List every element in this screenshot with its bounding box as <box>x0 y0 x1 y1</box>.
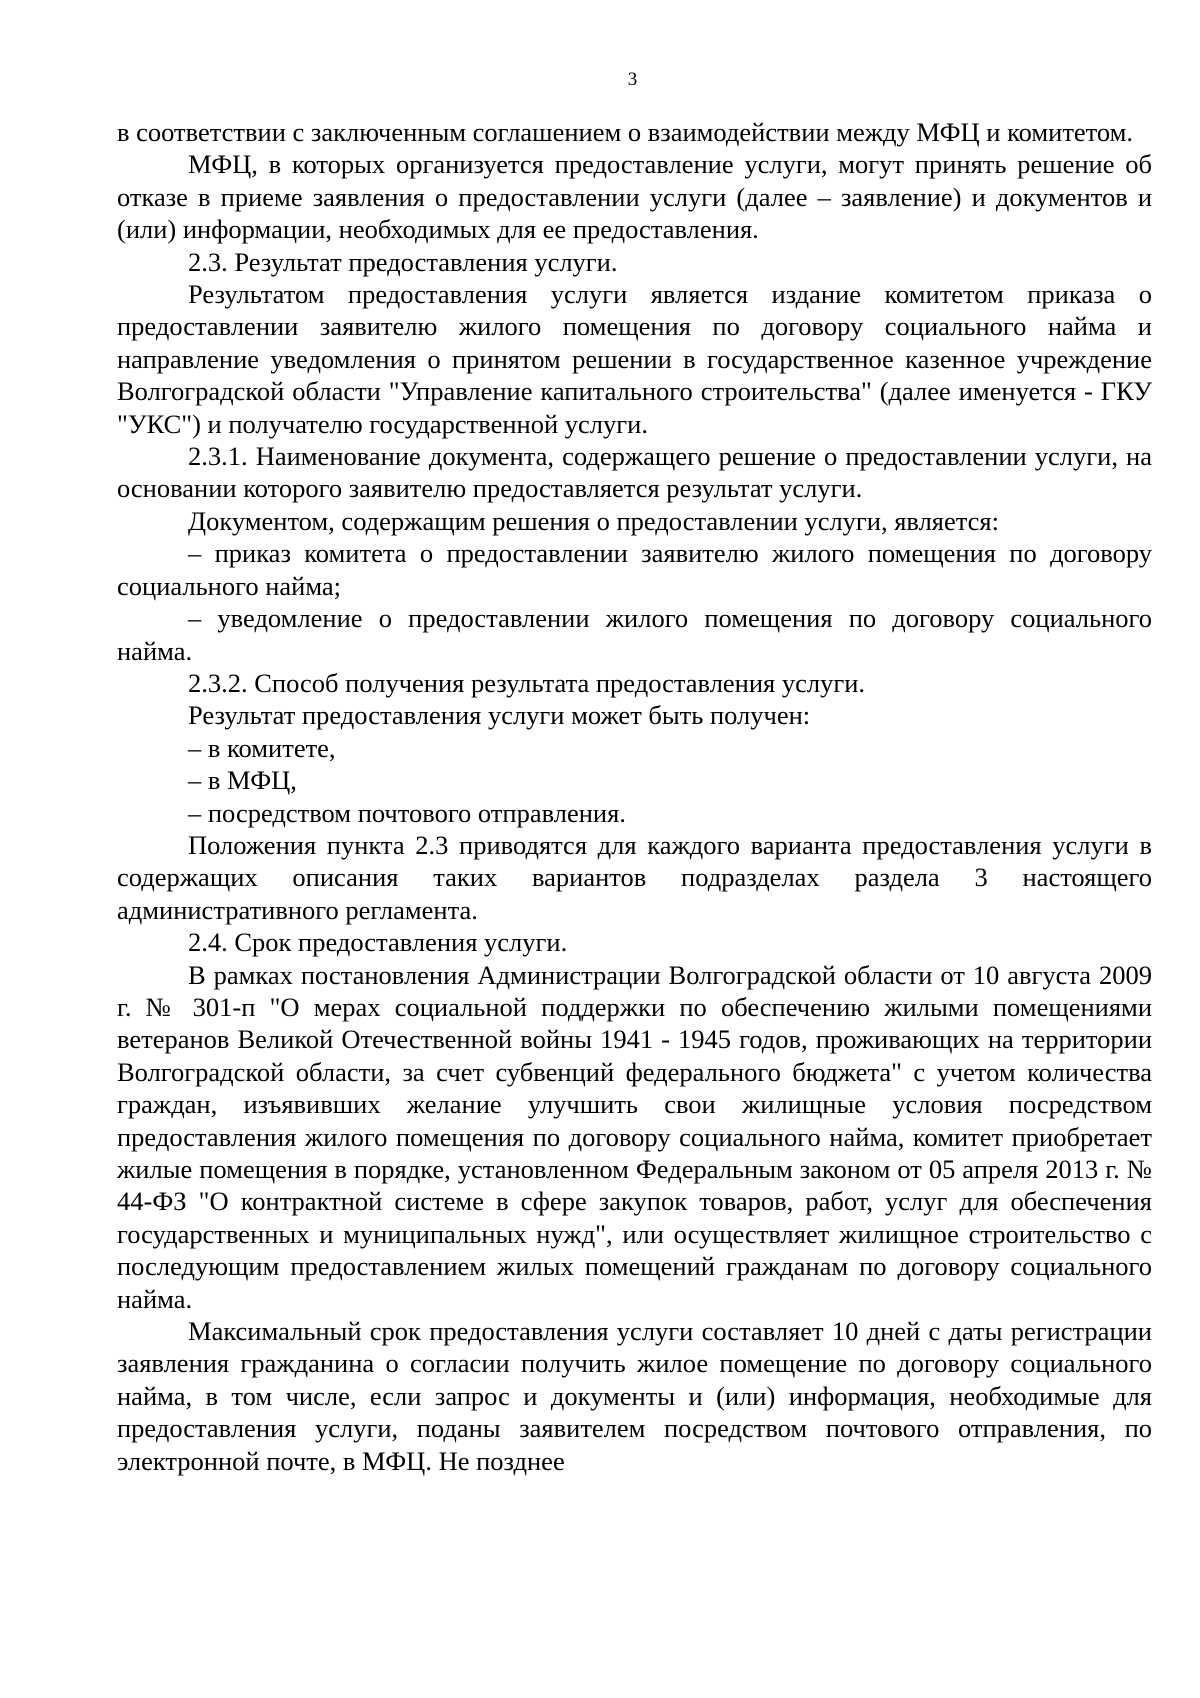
paragraph-document-intro: Документом, содержащим решения о предоставлении услуги, является: <box>188 505 999 536</box>
section-heading-2-3: 2.3. Результат предоставления услуги. <box>188 246 618 277</box>
list-item-mail: – посредством почтового отправления. <box>188 797 626 828</box>
list-item-committee: – в комитете, <box>188 732 336 763</box>
paragraph-result-description: Результатом предоставления услуги является издание комитетом приказа о предоставлении заявителю жилого помещения по договору социального найма и направление уведомления о принятом решении в государственное казенное учреждение Волгоградской области "Управление капитального строительства" (далее именуется - ГКУ "УКС") и получателю государственной услуги. <box>117 279 1152 439</box>
paragraph-result-ways-intro: Результат предоставления услуги может быть получен: <box>188 700 811 731</box>
paragraph-max-term: Максимальный срок предоставления услуги составляет 10 дней с даты регистрации заявления гражданина о согласии получить жилое помещение по договору социального найма, в том числе, если запрос и документы и (или) информация, необходимые для предоставления услуги, поданы заявителем посредством почтового отправления, по электронной почте, в МФЦ. Не позднее <box>117 1316 1152 1476</box>
paragraph-variants-note: Положения пункта 2.3 приводятся для каждого варианта предоставления услуги в содержащих описания таких вариантов подразделах раздела 3 настоящего административного регламента. <box>117 829 1152 925</box>
paragraph-continuation: в соответствии с заключенным соглашением о взаимодействии между МФЦ и комитетом. <box>117 117 1134 147</box>
list-item-notification: – уведомление о предоставлении жилого помещения по договору социального найма. <box>117 603 1152 666</box>
section-heading-2-3-1: 2.3.1. Наименование документа, содержащего решение о предоставлении услуги, на основании которого заявителю предоставляется результат услуги. <box>117 441 1152 504</box>
paragraph-mfc-refusal: МФЦ, в которых организуется предоставление услуги, могут принять решение об отказе в приеме заявления о предоставлении услуги (далее – заявление) и документов и (или) информации, необходимых для ее предоставления. <box>117 149 1152 245</box>
page-number: 3 <box>627 69 638 90</box>
document-body <box>117 116 1152 1477</box>
section-heading-2-3-2: 2.3.2. Способ получения результата предоставления услуги. <box>188 667 866 698</box>
section-heading-2-4: 2.4. Срок предоставления услуги. <box>188 927 568 958</box>
list-item-order: – приказ комитета о предоставлении заявителю жилого помещения по договору социального найма; <box>117 538 1152 601</box>
list-item-mfc: – в МФЦ, <box>188 765 297 796</box>
paragraph-resolution: В рамках постановления Администрации Волгоградской области от 10 августа 2009 г. № 301-п "О мерах социальной поддержки по обеспечению жилыми помещениями ветеранов Великой Отечественной войны 1941 - 1945 годов, проживающих на территории Волгоградской области, за счет субвенций федерального бюджета" с учетом количества граждан, изъявивших желание улучшить свои жилищные условия посредством предоставления жилого помещения по договору социального найма, комитет приобретает жилые помещения в порядке, установленном Федеральным законом от 05 апреля 2013 г. № 44-ФЗ "О контрактной системе в сфере закупок товаров, работ, услуг для обеспечения государственных и муниципальных нужд", или осуществляет жилищное строительство с последующим предоставлением жилых помещений гражданам по договору социального найма. <box>117 959 1152 1314</box>
